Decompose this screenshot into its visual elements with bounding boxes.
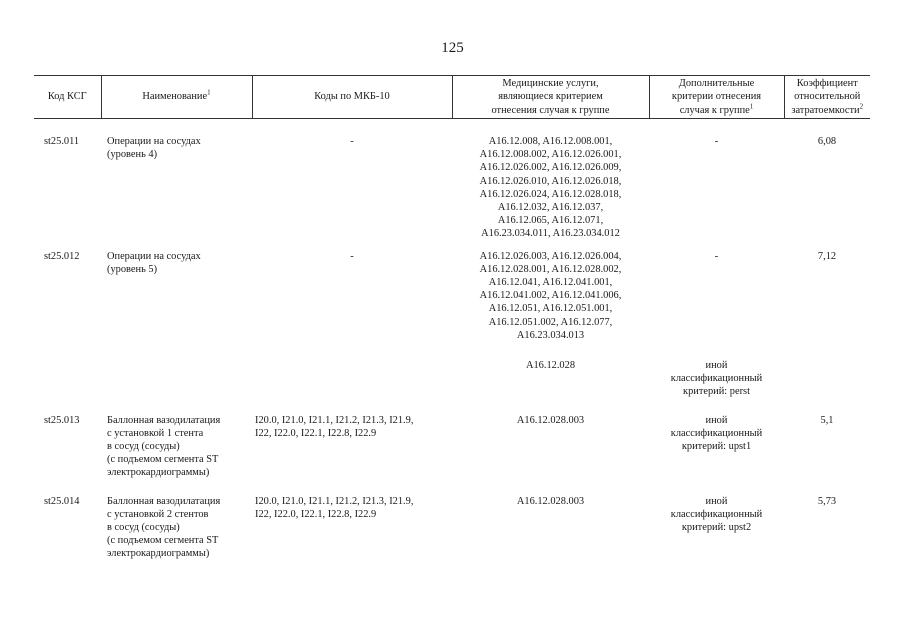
footnote-mark: 2 xyxy=(859,102,864,111)
row-criteria: - xyxy=(714,250,719,262)
row-coef: 5,1 xyxy=(820,414,834,426)
row-criteria: иной классификационный критерий: upst1 xyxy=(670,414,763,453)
row-mkb: I20.0, I21.0, I21.1, I21.2, I21.3, I21.9, I22, I22.0, I22.1, I22.8, I22.9 xyxy=(255,495,414,520)
table-row xyxy=(34,250,870,351)
row-coef: 7,12 xyxy=(817,250,837,262)
header-services: Медицинские услуги, являющиеся критерием отнесения случая к группе xyxy=(452,76,649,119)
header-criteria: Дополнительные критерии отнесения случая к группе$^1$ xyxy=(649,76,784,119)
row-mkb: - xyxy=(350,136,354,147)
header-mkb: Коды по МКБ-10 xyxy=(252,76,452,119)
header-coef: Коэффициент относительной затратоемкости$^2$ xyxy=(784,76,870,119)
row-mkb: - xyxy=(350,250,354,262)
table-row xyxy=(34,135,870,250)
row-code: st25.011 xyxy=(44,136,80,147)
row-services: A16.12.028 xyxy=(525,360,576,372)
footnote-mark: 1 xyxy=(749,102,754,111)
row-mkb xyxy=(252,351,452,408)
row-criteria: иной классификационный критерий: perst xyxy=(670,360,763,398)
row-name: Баллонная вазодилатация с установкой 2 стентов в сосуд (сосуды) (с подъемом сегмента ST электрокардиограммы) xyxy=(107,495,221,560)
row-services: A16.12.028.003 xyxy=(516,495,585,507)
row-code: st25.012 xyxy=(44,250,80,262)
header-code: Код КСГ xyxy=(34,76,101,119)
row-code xyxy=(34,351,101,408)
header-name: Наименование$^1$ xyxy=(101,76,252,119)
row-coef: 5,73 xyxy=(817,495,837,507)
row-services: A16.12.028.003 xyxy=(516,414,585,426)
table-header-row xyxy=(34,76,870,119)
row-name: Операции на сосудах (уровень 5) xyxy=(107,250,201,275)
row-name: Баллонная вазодилатация с установкой 1 стента в сосуд (сосуды) (с подъемом сегмента ST электрокардиограммы) xyxy=(107,414,221,479)
footnote-mark: 1 xyxy=(207,88,211,97)
ksg-table xyxy=(34,75,870,570)
row-mkb: I20.0, I21.0, I21.1, I21.2, I21.3, I21.9, I22, I22.0, I22.1, I22.8, I22.9 xyxy=(255,414,414,439)
table-row xyxy=(34,408,870,489)
table-row xyxy=(34,489,870,570)
row-services: A16.12.026.003, A16.12.026.004, A16.12.028.001, A16.12.028.002, A16.12.041, A16.12.041.001, A16.12.041.002, A16.12.041.006, A16.12.051, A16.12.051.001, A16.12.051.002, A16.12.077, A16.23.034.013 xyxy=(479,250,622,341)
row-criteria: иной классификационный критерий: upst2 xyxy=(670,495,763,534)
row-criteria: - xyxy=(714,136,719,147)
row-services: A16.12.008, A16.12.008.001, A16.12.008.002, A16.12.026.001, A16.12.026.002, A16.12.026.009, A16.12.026.010, A16.12.026.018, A16.12.026.024, A16.12.028.018, A16.12.032, A16.12.037, A16.12.065, A16.12.071, A16.23.034.011, A16.23.034.012 xyxy=(479,136,622,240)
row-code: st25.014 xyxy=(44,495,80,507)
row-name: Операции на сосудах (уровень 4) xyxy=(107,136,201,161)
table-row xyxy=(34,351,870,408)
row-coef xyxy=(784,351,870,408)
row-coef: 6,08 xyxy=(817,136,837,147)
row-code: st25.013 xyxy=(44,414,80,426)
page-number: 125 xyxy=(441,40,464,56)
row-name xyxy=(101,351,252,408)
